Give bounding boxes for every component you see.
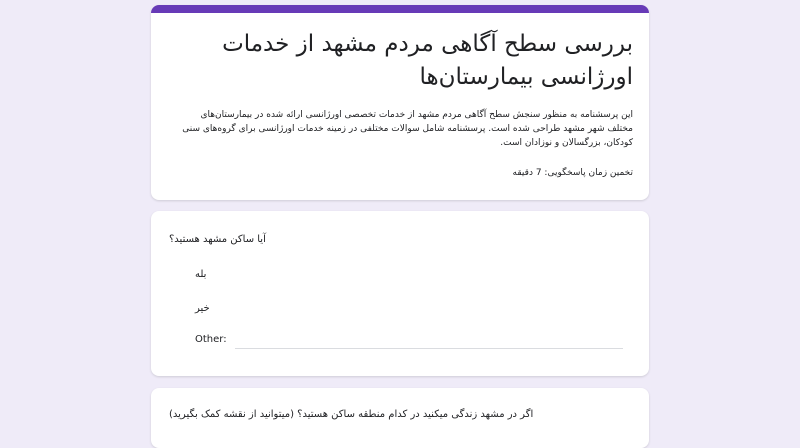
question-title: آیا ساکن مشهد هستید؟ [169, 234, 266, 245]
question-title: اگر در مشهد زندگی میکنید در کدام منطقه ساکن هستید؟ (میتوانید از نقشه کمک بگیرید) [169, 409, 534, 420]
header-accent-bar [151, 5, 649, 13]
question-card-residency [151, 211, 649, 376]
form-header-card [151, 5, 649, 200]
option-yes[interactable]: بله [195, 269, 207, 280]
form-description: این پرسشنامه به منظور سنجش سطح آگاهی مردم مشهد از خدمات تخصصی اورژانسی ارائه شده در بیمارستان‌های مختلف شهر مشهد طراحی شده است. پرسشنامه شامل سوالات مختلفی در زمینه خدمات اورژانسی برای گروه‌های سنی کودکان، بزرگسالان و نوزادان است. [182, 110, 633, 148]
option-no[interactable]: خیر [195, 303, 210, 314]
form-title: بررسی سطح آگاهی مردم مشهد از خدمات اورژانسی بیمارستان‌ها [222, 31, 633, 90]
estimated-time: تخمین زمان پاسخگویی: 7 دقیقه [512, 168, 633, 178]
other-text-input[interactable] [235, 344, 623, 349]
option-other-label[interactable]: Other: [195, 334, 227, 345]
question-card-region [151, 388, 649, 448]
